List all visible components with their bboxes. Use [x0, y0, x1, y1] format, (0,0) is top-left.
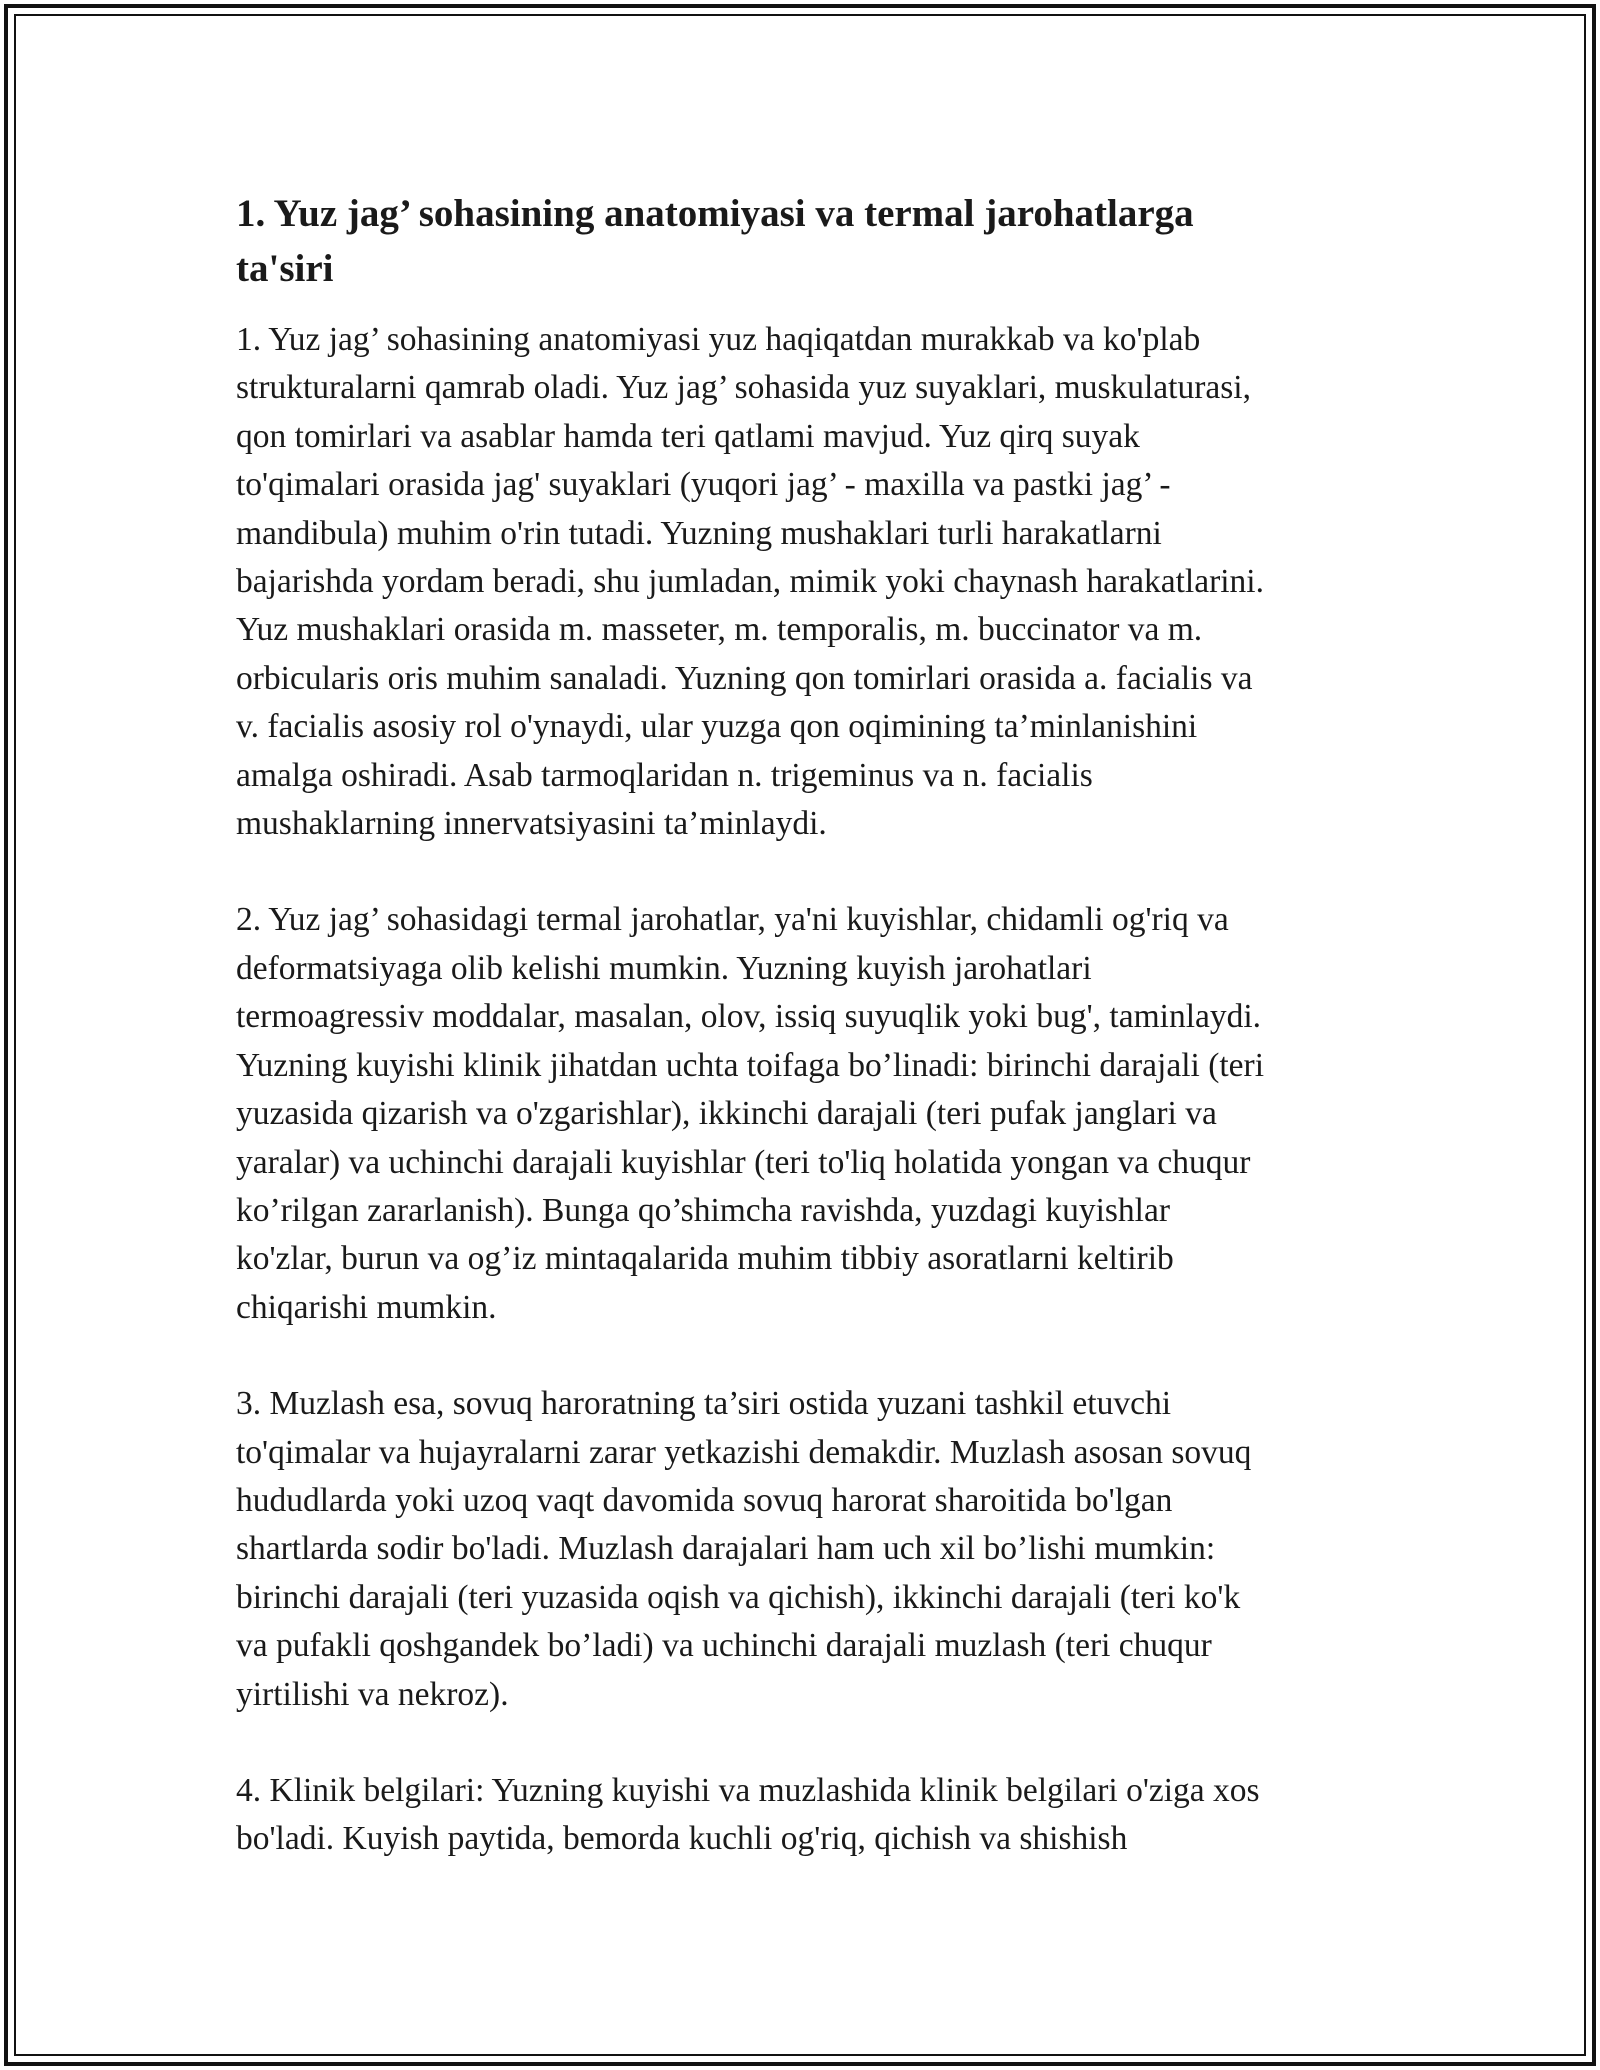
- paragraph-frostbite: 3. Muzlash esa, sovuq haroratning ta’siri ostida yuzani tashkil etuvchi to'qimalar va hujayralarni zarar yetkazishi demakdir. Muzlash asosan sovuq hududlarda yoki uzoq vaqt davomida sovuq harorat sharoitida bo'lgan shartlarda sodir bo'ladi. Muzlash darajalari ham uch xil bo’lishi mumkin: birinchi darajali (teri yuzasida oqish va qichish), ikkinchi darajali (teri ko'k va pufakli qoshgandek bo’ladi) va uchinchi darajali muzlash (teri chuqur yirtilishi va nekroz).: [236, 1385, 1252, 1713]
- paragraph-anatomy: 1. Yuz jag’ sohasining anatomiyasi yuz haqiqatdan murakkab va ko'plab strukturalarni qamrab oladi. Yuz jag’ sohasida yuz suyaklari, muskulaturasi, qon tomirlari va asablar hamda teri qatlami mavjud. Yuz qirq suyak to'qimalari orasida jag' suyaklari (yuqori jag’ - maxilla va pastki jag’ - mandibula) muhim o'rin tutadi. Yuzning mushaklari turli harakatlarni bajarishda yordam beradi, shu jumladan, mimik yoki chaynash harakatlarini. Yuz mushaklari orasida m. masseter, m. temporalis, m. buccinator va m. orbicularis oris muhim sanaladi. Yuzning qon tomirlari orasida a. facialis va v. facialis asosiy rol o'ynaydi, ular yuzga qon oqimining ta’minlanishini amalga oshiradi. Asab tarmoqlaridan n. trigeminus va n. facialis mushaklarning innervatsiyasini ta’minlaydi.: [236, 321, 1264, 843]
- document-title: 1. Yuz jag’ sohasining anatomiyasi va termal jarohatlarga ta'siri: [236, 192, 1194, 290]
- document-body: [236, 186, 1372, 1912]
- paragraph-list: [236, 316, 1372, 1864]
- paragraph-burns: 2. Yuz jag’ sohasidagi termal jarohatlar, ya'ni kuyishlar, chidamli og'riq va deformatsiyaga olib kelishi mumkin. Yuzning kuyish jarohatlari termoagressiv moddalar, masalan, olov, issiq suyuqlik yoki bug', taminlaydi. Yuzning kuyishi klinik jihatdan uchta toifaga bo’linadi: birinchi darajali (teri yuzasida qizarish va o'zgarishlar), ikkinchi darajali (teri pufak janglari va yaralar) va uchinchi darajali kuyishlar (teri to'liq holatida yongan va chuqur ko’rilgan zararlanish). Bunga qo’shimcha ravishda, yuzdagi kuyishlar ko'zlar, burun va og’iz mintaqalarida muhim tibbiy asoratlarni keltirib chiqarishi mumkin.: [236, 901, 1264, 1326]
- paragraph-clinical-signs: 4. Klinik belgilari: Yuzning kuyishi va muzlashida klinik belgilari o'ziga xos bo'ladi. Kuyish paytida, bemorda kuchli og'riq, qichish va shishish: [236, 1771, 1260, 1858]
